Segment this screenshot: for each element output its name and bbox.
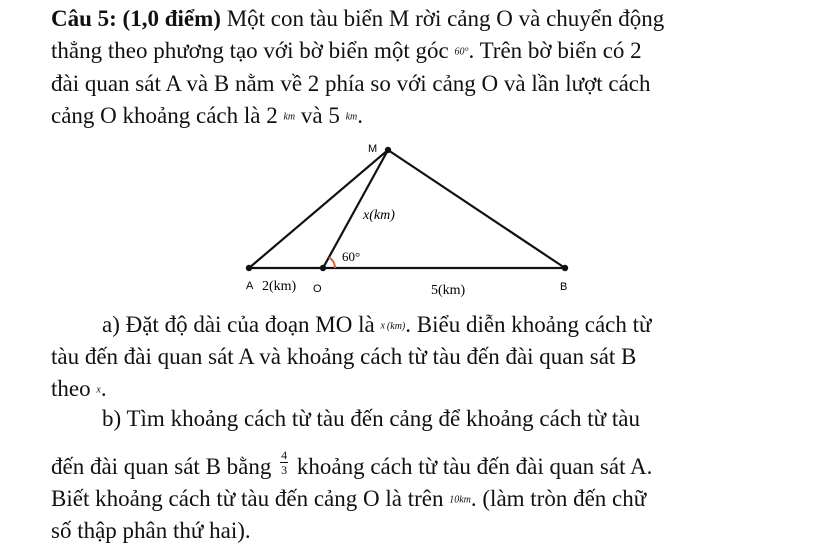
label-OB: 5(km) [431,283,466,298]
part-b-line-4 [51,516,251,546]
point-A [246,265,252,271]
unit-km-1: km [283,111,296,123]
problem-text-2b: . Trên bờ biển có 2 [468,38,642,63]
problem-text-4a: cảng O khoảng cách là 2 [51,103,284,128]
part-a-line-3 [51,374,107,406]
unit-km-2: km [345,111,358,123]
problem-text-4c: . [357,103,364,128]
label-MO: x(km) [363,208,395,223]
part-b-line-1 [102,404,640,434]
point-O [320,265,326,271]
part-b-text-4: số thập phân thứ hai). [51,518,251,543]
problem-text-2a: thẳng theo phương tạo với bờ biển một góc [51,38,455,63]
var-x-1: x [380,320,385,332]
label-angle: 60° [342,249,361,264]
label-B: B [560,281,568,293]
problem-text-1: Một con tàu biển M rời cảng O và chuyển động [220,6,665,31]
part-a-text-2: tàu đến đài quan sát A và khoảng cách từ tàu đến đài quan sát B [51,344,637,369]
point-M [385,147,391,153]
part-a-text-3b: . [100,376,107,401]
part-b-text-3a: Biết khoảng cách từ tàu đến cảng O là trên [51,486,450,511]
fraction-denominator: 3 [281,463,288,478]
problem-text-3: đài quan sát A và B nằm về 2 phía so với cảng O và lần lượt cách [51,71,651,96]
label-A: A [246,280,254,292]
angle-arc [329,258,335,269]
part-a-line-2 [51,342,636,372]
part-a-text-1a: a) Đặt độ dài của đoạn MO là [102,312,381,337]
var-x-2: x [96,384,101,396]
part-b-text-2b: khoảng cách từ tàu đến đài quan sát A. [291,454,653,479]
part-b-text-1: b) Tìm khoảng cách từ tàu đến cảng để khoảng cách từ tàu [102,406,640,431]
unit-paren: (km) [386,320,406,332]
part-a-text-3a: theo [51,376,97,401]
problem-text-4b: và 5 [295,103,346,128]
part-b-text-3b: . (làm tròn đến chữ [470,486,647,511]
part-a-line-1 [102,310,651,342]
point-B [562,265,568,271]
angle-inline: 60° [454,46,469,58]
label-AO: 2(km) [262,279,297,294]
part-b-text-2a: đến đài quan sát B bằng [51,454,278,479]
side-MB [388,150,565,268]
fraction-4-3 [280,448,288,477]
problem-heading: Câu 5: (1,0 điểm) [51,6,221,31]
fraction-numerator: 4 [281,448,288,463]
label-M: M [368,143,378,155]
label-O: O [313,283,322,295]
dist-inline: 10km [449,494,471,506]
part-a-text-1b: . Biểu diễn khoảng cách từ [405,312,652,337]
part-b-line-2 [51,448,653,483]
part-b-line-3 [51,484,646,516]
